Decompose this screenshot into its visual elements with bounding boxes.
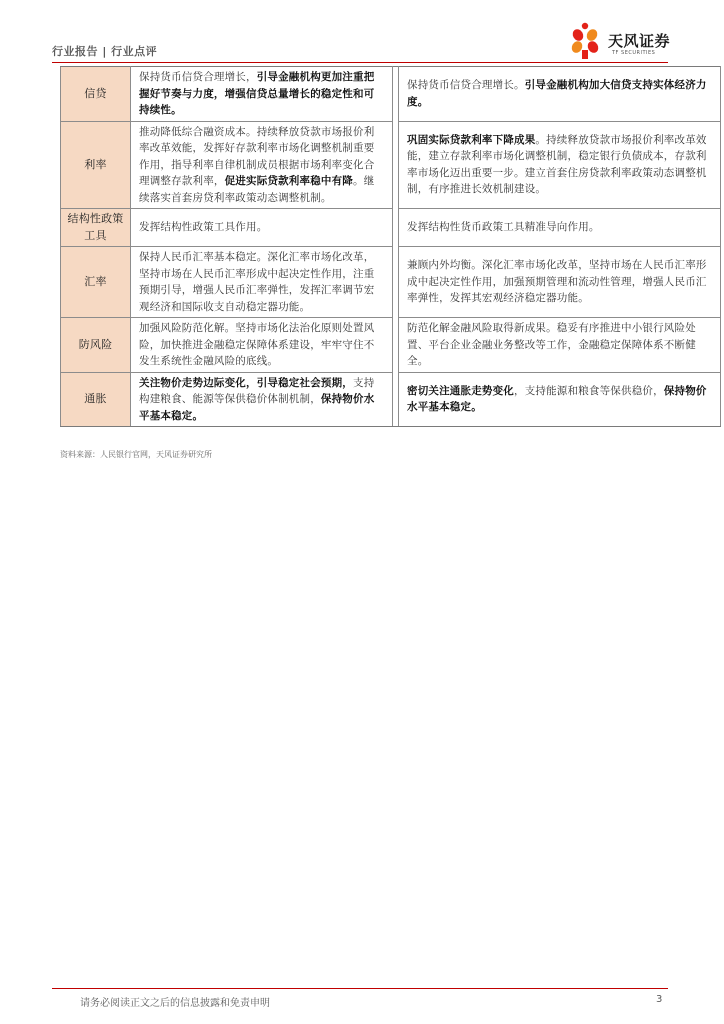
- text-segment: 推动降低综合融资成本。持续释放贷款市场报价利率改革效能，发挥好存款利率市场化调整机制重要作用，指导利率自律机制成员根据市场利率变化合理调整存款利率，: [139, 125, 375, 187]
- header-divider: [52, 62, 668, 63]
- text-segment: 兼顾内外均衡。深化汇率市场化改革，坚持市场在人民币汇率形成中起决定性作用，加强预期管理和流动性管理，增强人民币汇率弹性，发挥其宏观经济稳定器功能。: [407, 259, 707, 305]
- previous-statement-cell: [399, 209, 721, 247]
- footer-divider: [52, 988, 668, 989]
- bold-text-segment: 保持物价水平基本稳定。: [139, 393, 375, 422]
- text-segment: 发挥结构性政策工具作用。: [139, 221, 268, 234]
- bold-text-segment: 巩固实际贷款利率下降成果: [407, 133, 536, 146]
- text-segment: 。持续释放贷款市场报价利率改革效能，建立存款利率市场化调整机制，稳定银行负债成本，存款利率市场化迈出重要一步。建立首套住房贷款利率政策动态调整机制，有序推进长效机制建设。: [407, 133, 707, 196]
- previous-statement-cell: [399, 247, 721, 318]
- bold-text-segment: 引导金融机构更加注重把握好节奏与力度，增强信贷总量增长的稳定性和可持续性。: [139, 71, 375, 116]
- text-segment: 保持货币信贷合理增长。: [407, 79, 525, 92]
- text-segment: 防范化解金融风险取得新成果。稳妥有序推进中小银行风险处置、平台企业金融业务整改等工作，金融稳定保障体系不断健全。: [407, 322, 696, 367]
- current-statement-cell: [131, 67, 393, 122]
- tf-logo-icon: [568, 22, 604, 60]
- company-logo: [568, 22, 676, 62]
- text-segment: 保持人民币汇率基本稳定。深化汇率市场化改革，坚持市场在人民币汇率形成中起决定性作用，注重预期引导，增强人民币汇率弹性，发挥汇率调节宏观经济和国际收支自动稳定器功能。: [139, 251, 375, 313]
- text-segment: 保持货币信贷合理增长，: [139, 71, 257, 83]
- category-cell: 利率: [61, 121, 131, 209]
- previous-statement-cell: [399, 318, 721, 373]
- previous-statement-cell: [399, 121, 721, 209]
- current-statement-cell: [131, 247, 393, 318]
- previous-statement-cell: [399, 372, 721, 427]
- report-section-label: 行业报告 | 行业点评: [52, 45, 158, 58]
- bold-text-segment: 关注物价走势边际变化，引导稳定社会预期，: [139, 376, 353, 389]
- bold-text-segment: 引导金融机构加大信贷支持实体经济力度。: [407, 79, 707, 108]
- current-statement-cell: [131, 121, 393, 209]
- current-statement-cell: [131, 372, 393, 427]
- current-statement-cell: [131, 209, 393, 247]
- text-segment: 发挥结构性货币政策工具精准导向作用。: [407, 221, 600, 234]
- bold-text-segment: 促进实际贷款利率稳中有降: [224, 175, 354, 187]
- source-note: 资料来源：人民银行官网，天风证券研究所: [60, 450, 212, 459]
- logo-chinese-text: 天风证券: [608, 32, 671, 50]
- category-cell: 信贷: [61, 67, 131, 122]
- bold-text-segment: 保持物价水平基本稳定。: [407, 384, 707, 414]
- category-cell: 结构性政策工具: [61, 209, 131, 247]
- current-statement-cell: [131, 318, 393, 373]
- category-cell: 通胀: [61, 372, 131, 427]
- text-segment: 加强风险防范化解。坚持市场化法治化原则处置风险，加快推进金融稳定保障体系建设，牢牢守住不发生系统性金融风险的底线。: [139, 322, 375, 367]
- table-row: [61, 209, 721, 247]
- logo-english-text: TF SECURITIES: [612, 50, 656, 56]
- policy-comparison-table: [60, 66, 721, 427]
- category-cell: 防风险: [61, 318, 131, 373]
- table-row: [61, 67, 721, 122]
- table-row: [61, 247, 721, 318]
- category-cell: 汇率: [61, 247, 131, 318]
- previous-statement-cell: [399, 67, 721, 122]
- text-segment: ，支持能源和粮食等保供稳价，: [514, 384, 664, 397]
- page-number: 3: [656, 994, 663, 1005]
- table-row: [61, 318, 721, 373]
- table-row: [61, 372, 721, 427]
- text-segment: 支持构建粮食、能源等保供稳价体制机制，: [139, 376, 375, 405]
- bold-text-segment: 密切关注通胀走势变化: [407, 384, 514, 397]
- disclaimer-text: 请务必阅读正文之后的信息披露和免责申明: [80, 998, 270, 1009]
- table-row: [61, 121, 721, 209]
- text-segment: 。继续落实首套房贷利率政策动态调整机制。: [139, 175, 375, 204]
